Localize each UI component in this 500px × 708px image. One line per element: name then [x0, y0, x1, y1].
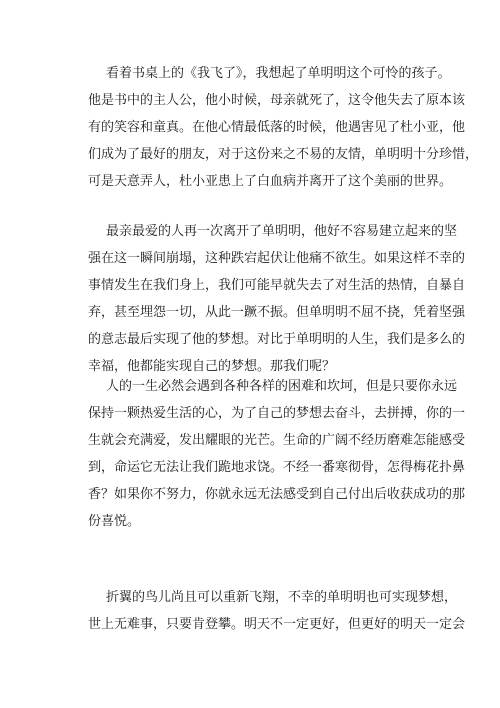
text-line: 弃，甚至埋怨一切，从此一蹶不振。但单明明不屈不挠，凭着坚强: [88, 305, 466, 320]
text-line: 强在这一瞬间崩塌，这种跌宕起伏让他痛不欲生。如果这样不幸的: [88, 251, 466, 266]
text-line: 最亲最爱的人再一次离开了单明明，他好不容易建立起来的坚: [106, 224, 458, 239]
text-line: 看着书桌上的《我飞了》，我想起了单明明这个可怜的孩子。: [106, 66, 451, 81]
text-line: 可是天意弄人，杜小亚患上了白血病并离开了这个美丽的世界。: [88, 174, 453, 189]
text-line: 保持一颗热爱生活的心，为了自己的梦想去奋斗，去拼搏，你的一: [88, 406, 466, 421]
text-line: 生就会充满爱，发出耀眼的光芒。生命的广阔不经历磨难怎能感受: [88, 433, 466, 448]
text-line: 们成为了最好的朋友，对于这份来之不易的友情，单明明十分珍惜，: [88, 147, 479, 162]
text-line: 有的笑容和童真。在他心情最低落的时候，他遇害见了杜小亚，他: [88, 120, 466, 135]
text-line: 人的一生必然会遇到各种各样的困难和坎坷，但是只要你永远: [106, 379, 458, 394]
text-line: 幸福，他都能实现自己的梦想。那我们呢？: [88, 359, 336, 374]
text-line: 到，命运它无法让我们跪地求饶。不经一番寒彻骨，怎得梅花扑鼻: [88, 460, 466, 475]
text-line: 的意志最后实现了他的梦想。对比于单明明的人生，我们是多么的: [88, 332, 466, 347]
paragraph-1: [88, 60, 479, 195]
paragraph-4: [88, 584, 466, 638]
text-line: 世上无难事，只要肯登攀。明天不一定更好，但更好的明天一定会: [88, 617, 466, 632]
paragraph-2: [88, 218, 466, 380]
text-line: 事情发生在我们身上，我们可能早就失去了对生活的热情，自暴自: [88, 278, 466, 293]
text-line: 折翼的鸟儿尚且可以重新飞翔，不幸的单明明也可实现梦想，: [106, 590, 458, 605]
text-line: 香？如果你不努力，你就永远无法感受到自己付出后收获成功的那: [88, 487, 466, 502]
text-line: 份喜悦。: [88, 514, 141, 529]
paragraph-3: [88, 373, 466, 535]
text-line: 他是书中的主人公，他小时候，母亲就死了，这令他失去了原本该: [88, 93, 466, 108]
